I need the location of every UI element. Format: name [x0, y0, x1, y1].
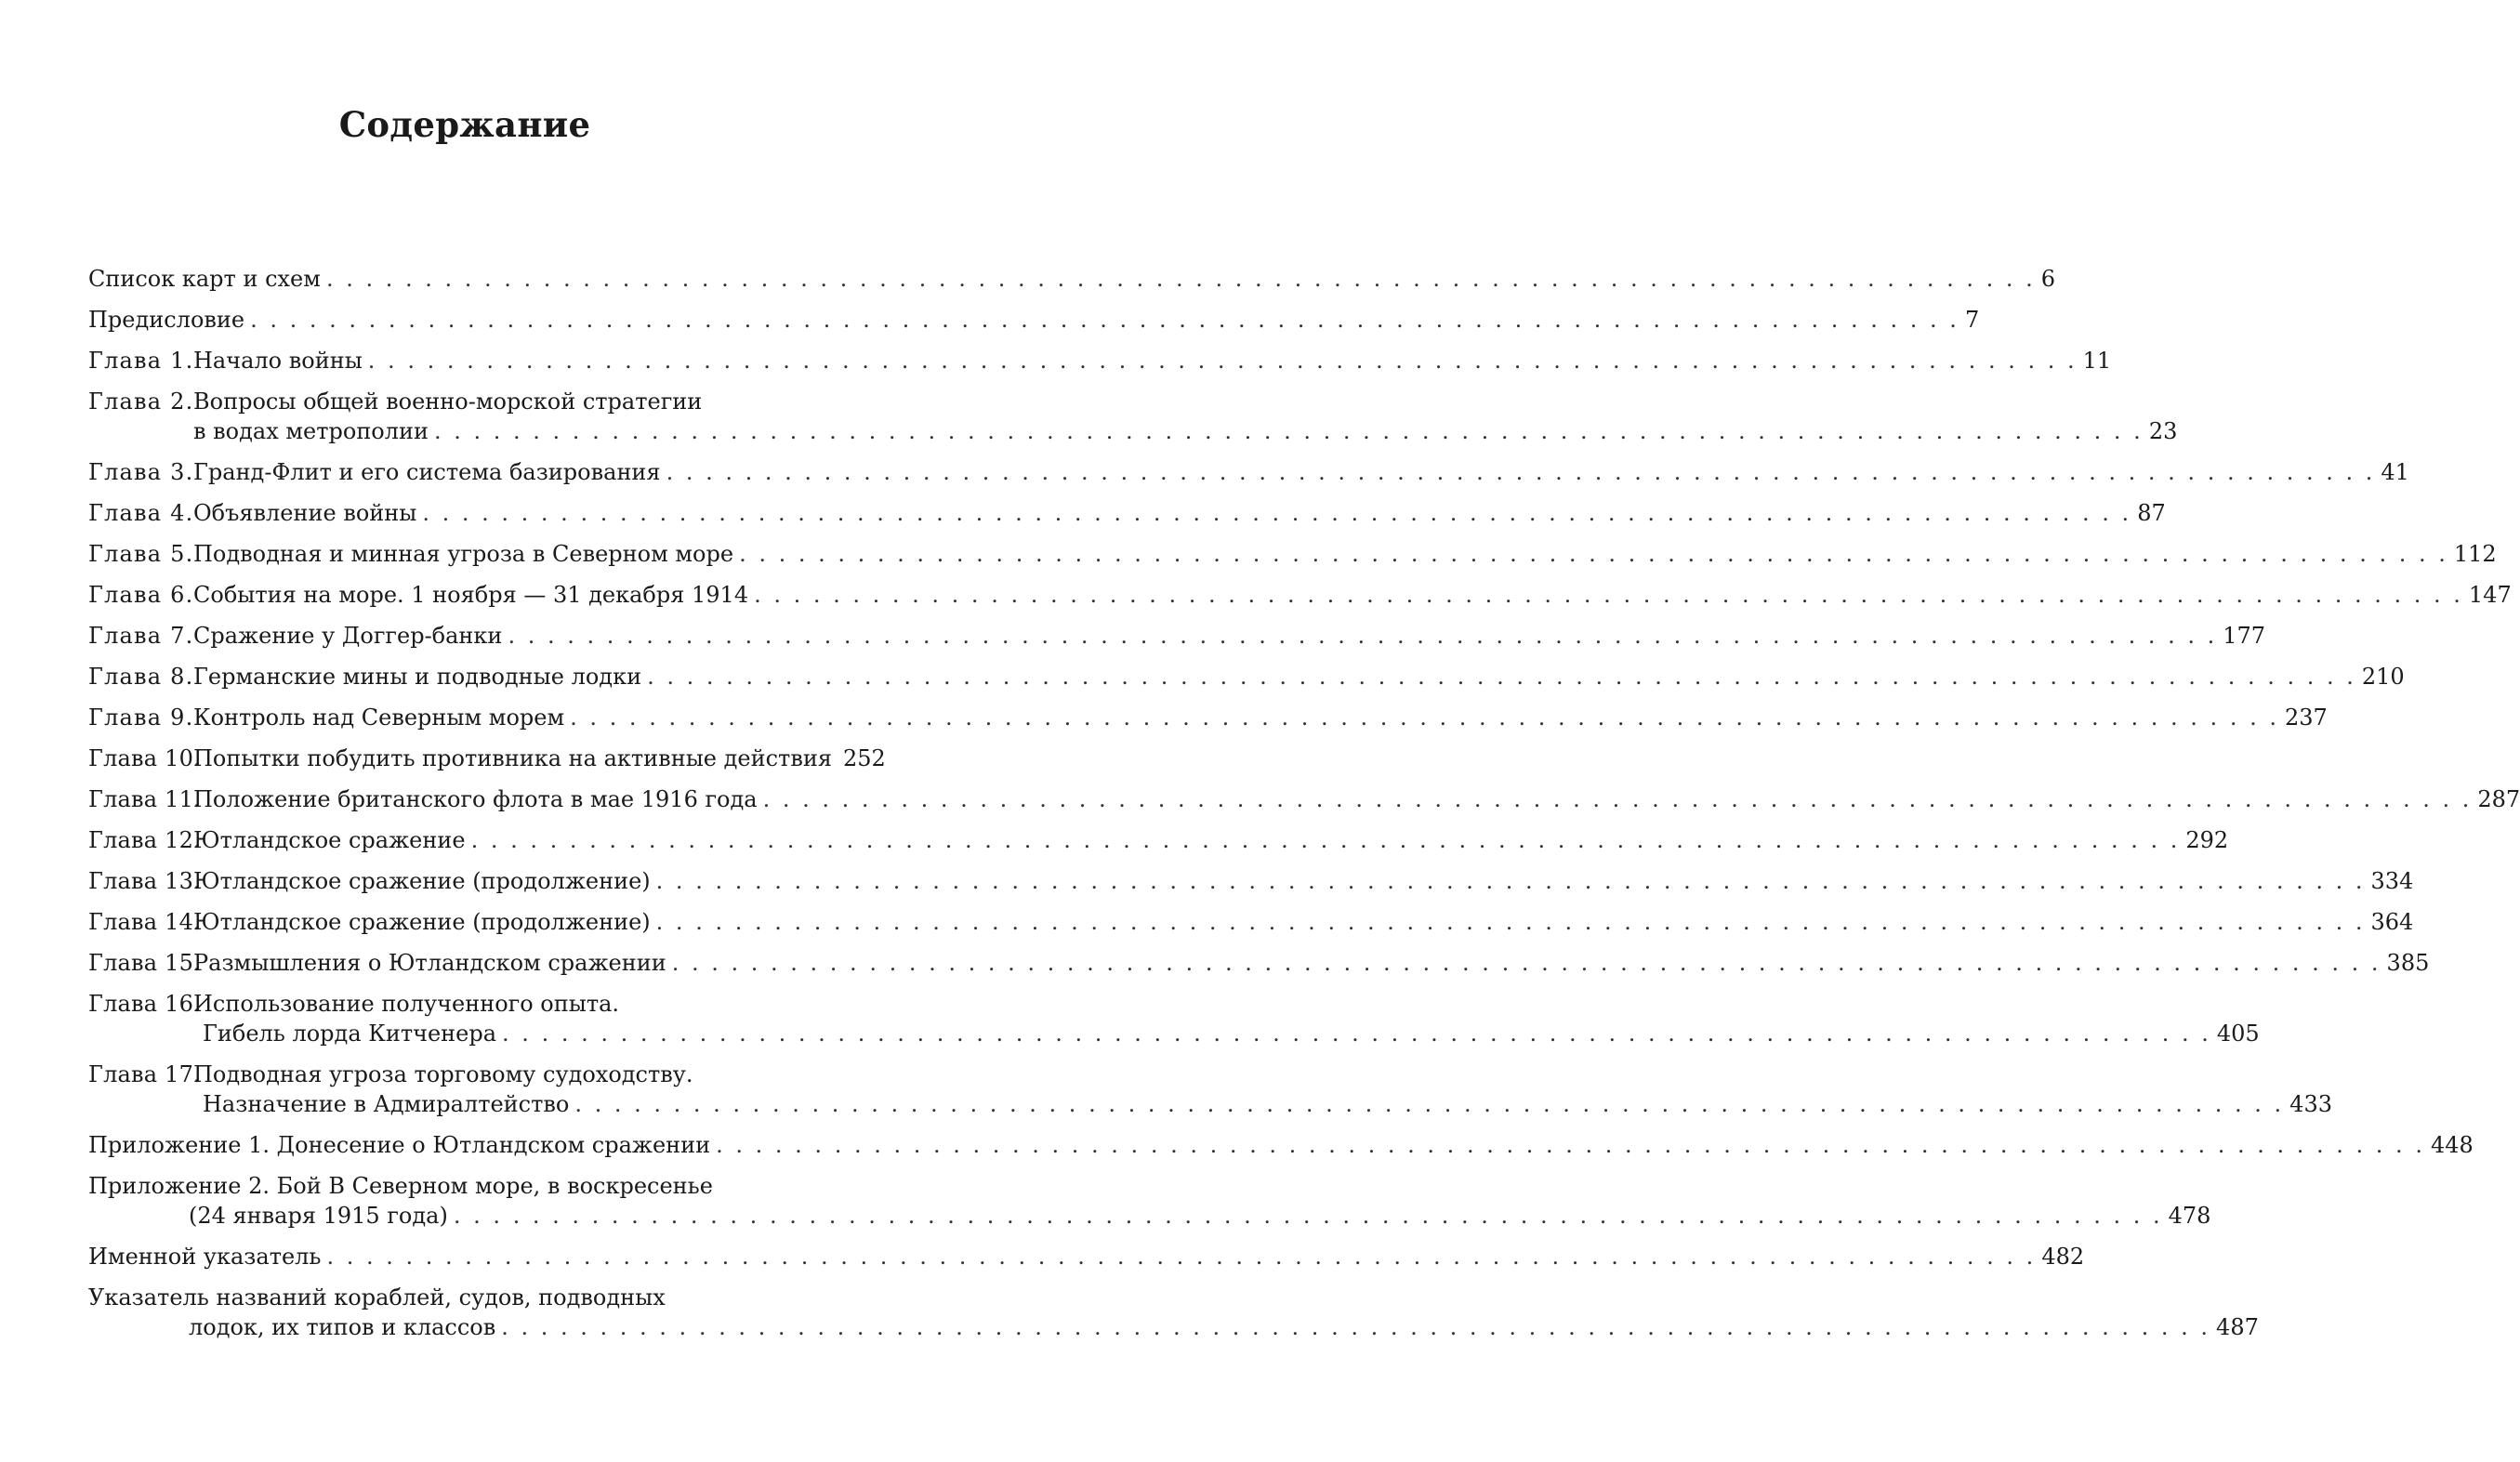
toc-leader-dots: . . . . . . . . . . . . . . . . . . . . . . . . . . . . . . . . . . . . . . . . . . . . . . . . . . . . . . . . . . . . . . . . . . . . . . . . . . . . . . . . . . . . . . .: [502, 1021, 2211, 1047]
page-title: Содержание: [338, 104, 591, 145]
toc-entry-title: Вопросы общей военно-морской стратегии: [193, 389, 703, 415]
toc-chapter-label: Глава 16.: [88, 991, 201, 1017]
toc-entry[interactable]: [88, 1242, 2085, 1273]
toc-page-number: 6: [2040, 266, 2056, 292]
toc-entry[interactable]: [88, 744, 886, 775]
toc-entry[interactable]: [88, 580, 2512, 612]
toc-page-number: 177: [2223, 623, 2266, 649]
toc-page-number: 147: [2468, 582, 2512, 608]
toc-entry-title: Ютландское сражение (продолжение): [193, 909, 651, 935]
toc-entry-title: лодок, их типов и классов: [189, 1314, 496, 1340]
toc-chapter-label: Глава 15.: [88, 950, 201, 976]
toc-entry[interactable]: [88, 703, 2328, 734]
toc-entry[interactable]: [88, 387, 2178, 448]
toc-entry[interactable]: [88, 1130, 2474, 1162]
toc-page-number: 237: [2284, 705, 2328, 731]
toc-page-number: 287: [2477, 786, 2520, 812]
toc-leader-dots: . . . . . . . . . . . . . . . . . . . . . . . . . . . . . . . . . . . . . . . . . . . . . . . . . . . . . . . . . . . . . . . . . . . . . . . . . . . . . . . . . . . . . . .: [434, 418, 2144, 444]
table-of-contents: [88, 264, 2520, 1353]
toc-chapter-label: Глава 10.: [88, 745, 201, 771]
toc-leader-dots: . . . . . . . . . . . . . . . . . . . . . . . . . . . . . . . . . . . . . . . . . . . . . . . . . . . . . . . . . . . . . . . . . . . . . . . . . . . . . . . . . . . . . . .: [716, 1132, 2425, 1158]
toc-entry[interactable]: [88, 498, 2166, 530]
toc-entry-title: Назначение в Адмиралтейство: [203, 1091, 570, 1117]
toc-entry-title: Размышления о Ютландском сражении: [193, 950, 666, 976]
toc-leader-dots: . . . . . . . . . . . . . . . . . . . . . . . . . . . . . . . . . . . . . . . . . . . . . . . . . . . . . . . . . . . . . . . . . . . . . . . . . . . . . . . . . . . . . . .: [501, 1314, 2211, 1340]
toc-entry[interactable]: [88, 866, 2414, 898]
toc-leader-dots: . . . . . . . . . . . . . . . . . . . . . . . . . . . . . . . . . . . . . . . . . . . . . . . . . . . . . . . . . . . . . . . . . . . . . . . . . . . . . . . . . . . . . . .: [574, 1091, 2285, 1117]
toc-entry-title: Объявление войны: [193, 500, 417, 526]
toc-entry-title: Ютландское сражение (продолжение): [193, 868, 651, 894]
toc-entry-title: в водах метрополии: [193, 418, 429, 444]
toc-entry-title: Положение британского флота в мае 1916 года: [193, 786, 758, 812]
toc-entry[interactable]: [88, 784, 2520, 816]
toc-entry[interactable]: [88, 948, 2430, 980]
toc-leader-dots: . . . . . . . . . . . . . . . . . . . . . . . . . . . . . . . . . . . . . . . . . . . . . . . . . . . . . . . . . . . . . . . . . . . . . . . . . . . . . . . . . . . . . . .: [367, 348, 2078, 374]
toc-chapter-label: Глава 5.: [88, 541, 194, 567]
toc-entry[interactable]: [88, 457, 2409, 489]
toc-chapter-label: Глава 11.: [88, 786, 201, 812]
toc-chapter-label: Глава 6.: [88, 582, 194, 608]
toc-entry-title: Гранд-Флит и его система базирования: [193, 459, 661, 485]
toc-entry[interactable]: [88, 662, 2405, 693]
toc-entry[interactable]: [88, 264, 2056, 296]
toc-page-number: 210: [2361, 664, 2405, 690]
toc-entry-title: Ютландское сражение: [193, 827, 466, 853]
toc-chapter-label: Глава 4.: [88, 500, 194, 526]
toc-page-number: 478: [2168, 1203, 2211, 1229]
toc-entry-title: Список карт и схем: [88, 266, 321, 292]
toc-entry-title: Попытки побудить противника на активные действия: [193, 745, 832, 771]
toc-leader-dots: . . . . . . . . . . . . . . . . . . . . . . . . . . . . . . . . . . . . . . . . . . . . . . . . . . . . . . . . . . . . . . . . . . . . . . . . . . . . . . . . . . . . . . .: [666, 459, 2376, 485]
toc-page-number: 87: [2137, 500, 2166, 526]
toc-page-number: 482: [2041, 1244, 2085, 1270]
toc-page-number: 364: [2370, 909, 2414, 935]
toc-leader-dots: . . . . . . . . . . . . . . . . . . . . . . . . . . . . . . . . . . . . . . . . . . . . . . . . . . . . . . . . . . . . . . . . . . . . . . . . . . . . . . . . . . . . . . .: [508, 623, 2218, 649]
toc-leader-dots: . . . . . . . . . . . . . . . . . . . . . . . . . . . . . . . . . . . . . . . . . . . . . . . . . . . . . . . . . . . . . . . . . . . . . . . . . . . . . . . . . . . . . . .: [754, 582, 2463, 608]
toc-chapter-label: Глава 8.: [88, 664, 194, 690]
toc-page-number: 292: [2185, 827, 2229, 853]
toc-page-number: 448: [2430, 1132, 2474, 1158]
toc-entry-title: Приложение 1. Донесение о Ютландском сражении: [88, 1132, 711, 1158]
toc-page-number: 334: [2370, 868, 2414, 894]
toc-leader-dots: . . . . . . . . . . . . . . . . . . . . . . . . . . . . . . . . . . . . . . . . . . . . . . . . . . . . . . . . . . . . . . . . . . . . . . . . . . . . . . . . . . . . . . .: [470, 827, 2181, 853]
toc-chapter-label: Глава 17.: [88, 1061, 201, 1087]
toc-entry-title: Приложение 2. Бой В Северном море, в воскресенье: [88, 1173, 713, 1199]
toc-leader-dots: . . . . . . . . . . . . . . . . . . . . . . . . . . . . . . . . . . . . . . . . . . . . . . . . . . . . . . . . . . . . . . . . . . . . . . . . . . . . . . . . . . . . . . .: [762, 786, 2473, 812]
toc-entry[interactable]: [88, 989, 2260, 1050]
toc-entry[interactable]: [88, 1283, 2259, 1344]
toc-leader-dots: . . . . . . . . . . . . . . . . . . . . . . . . . . . . . . . . . . . . . . . . . . . . . . . . . . . . . . . . . . . . . . . . . . . . . . . . . . . . . . . . . . . . . . .: [739, 541, 2448, 567]
toc-entry-title: Подводная угроза торговому судоходству.: [193, 1061, 693, 1087]
toc-entry[interactable]: [88, 825, 2229, 857]
toc-chapter-label: Глава 9.: [88, 705, 194, 731]
toc-page-number: 405: [2216, 1021, 2260, 1047]
toc-entry-title: (24 января 1915 года): [189, 1203, 448, 1229]
toc-entry[interactable]: [88, 539, 2497, 571]
toc-entry[interactable]: [88, 621, 2266, 652]
toc-entry-title: Сражение у Доггер-банки: [193, 623, 503, 649]
toc-leader-dots: . . . . . . . . . . . . . . . . . . . . . . . . . . . . . . . . . . . . . . . . . . . . . . . . . . . . . . . . . . . . . . . . . . . . . . . . . . . . . . . . . . . . . . .: [453, 1203, 2163, 1229]
toc-entry[interactable]: [88, 346, 2112, 377]
toc-leader-dots: . . . . . . . . . . . . . . . . . . . . . . . . . . . . . . . . . . . . . . . . . . . . . . . . . . . . . . . . . . . . . . . . . . . . . . . . . . . . . . . . . . . . . . .: [655, 868, 2366, 894]
toc-chapter-label: Глава 3.: [88, 459, 194, 485]
toc-chapter-label: Глава 12.: [88, 827, 201, 853]
toc-page-number: 252: [842, 745, 886, 771]
toc-entry[interactable]: [88, 907, 2414, 939]
toc-leader-dots: . . . . . . . . . . . . . . . . . . . . . . . . . . . . . . . . . . . . . . . . . . . . . . . . . . . . . . . . . . . . . . . . . . . . . . . . . . . . . . . . . . . . . . .: [655, 909, 2366, 935]
toc-leader-dots: . . . . . . . . . . . . . . . . . . . . . . . . . . . . . . . . . . . . . . . . . . . . . . . . . . . . . . . . . . . . . . . . . . . . . . . . . . . . . . . . . . . . . . .: [671, 950, 2381, 976]
toc-entry-title: Именной указатель: [88, 1244, 322, 1270]
toc-page-number: 7: [1964, 307, 1980, 333]
toc-chapter-label: Глава 1.: [88, 348, 194, 374]
toc-entry[interactable]: [88, 1171, 2211, 1232]
toc-entry[interactable]: [88, 305, 1980, 336]
toc-page-number: 11: [2082, 348, 2112, 374]
toc-entry-title: Предисловие: [88, 307, 245, 333]
toc-entry-title: Начало войны: [193, 348, 363, 374]
toc-chapter-label: Глава 14.: [88, 909, 201, 935]
toc-entry-title: Указатель названий кораблей, судов, подводных: [88, 1284, 666, 1311]
toc-leader-dots: . . . . . . . . . . . . . . . . . . . . . . . . . . . . . . . . . . . . . . . . . . . . . . . . . . . . . . . . . . . . . . . . . . . . . . . . . . . . . . . . . . . . . . .: [250, 307, 1959, 333]
toc-page-number: 23: [2148, 418, 2178, 444]
toc-page-number: 41: [2381, 459, 2409, 485]
toc-leader-dots: . . . . . . . . . . . . . . . . . . . . . . . . . . . . . . . . . . . . . . . . . . . . . . . . . . . . . . . . . . . . . . . . . . . . . . . . . . . . . . . . . . . . . . .: [325, 266, 2036, 292]
toc-chapter-label: Глава 2.: [88, 389, 194, 415]
toc-leader-dots: . . . . . . . . . . . . . . . . . . . . . . . . . . . . . . . . . . . . . . . . . . . . . . . . . . . . . . . . . . . . . . . . . . . . . . . . . . . . . . . . . . . . . . .: [422, 500, 2132, 526]
toc-page-number: 385: [2386, 950, 2430, 976]
toc-chapter-label: Глава 7.: [88, 623, 194, 649]
toc-leader-dots: . . . . . . . . . . . . . . . . . . . . . . . . . . . . . . . . . . . . . . . . . . . . . . . . . . . . . . . . . . . . . . . . . . . . . . . . . . . . . . . . . . . . . . .: [647, 664, 2356, 690]
toc-leader-dots: . . . . . . . . . . . . . . . . . . . . . . . . . . . . . . . . . . . . . . . . . . . . . . . . . . . . . . . . . . . . . . . . . . . . . . . . . . . . . . . . . . . . . . .: [570, 705, 2279, 731]
toc-page-number: 487: [2216, 1314, 2259, 1340]
toc-entry-title: Германские мины и подводные лодки: [193, 664, 642, 690]
toc-entry-title: Подводная и минная угроза в Северном море: [193, 541, 734, 567]
toc-leader-dots: . . . . . . . . . . . . . . . . . . . . . . . . . . . . . . . . . . . . . . . . . . . . . . . . . . . . . . . . . . . . . . . . . . . . . . . . . . . . . . . . . . . . . . .: [326, 1244, 2037, 1270]
toc-entry-title: События на море. 1 ноября — 31 декабря 1914: [193, 582, 749, 608]
toc-page-number: 112: [2453, 541, 2497, 567]
toc-chapter-label: Глава 13.: [88, 868, 201, 894]
toc-entry-title: Контроль над Северным морем: [193, 705, 565, 731]
toc-entry-title: Использование полученного опыта.: [193, 991, 620, 1017]
toc-entry[interactable]: [88, 1060, 2332, 1121]
toc-page-number: 433: [2289, 1091, 2332, 1117]
toc-entry-title: Гибель лорда Китченера: [203, 1021, 497, 1047]
